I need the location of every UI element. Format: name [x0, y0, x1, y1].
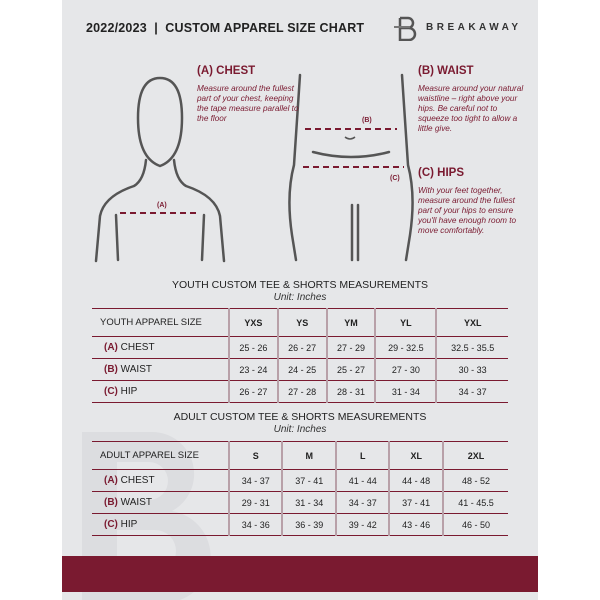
cell: 25 - 26 [229, 337, 278, 359]
row-label: CHEST [120, 342, 155, 353]
table-row [92, 470, 508, 492]
table-row [92, 359, 508, 381]
cell: 29 - 32.5 [375, 337, 436, 359]
cell: 27 - 29 [327, 337, 376, 359]
chest-marker: (A) [157, 202, 167, 209]
chest-heading: (A) CHEST [197, 65, 256, 77]
cell: 30 - 33 [436, 359, 508, 381]
row-label: WAIST [120, 364, 152, 375]
cell: 46 - 50 [443, 514, 508, 536]
row-tag: (C) [104, 519, 118, 530]
chest-description: Measure around the fullest part of your chest, keeping the tape measure parallel to the floor [197, 84, 299, 123]
table-row [92, 337, 508, 359]
size-header: YXL [436, 309, 508, 337]
brand-name: BREAKAWAY [426, 22, 522, 33]
table-header-row [92, 309, 508, 337]
cell: 48 - 52 [443, 470, 508, 492]
row-tag: (A) [104, 342, 118, 353]
hips-heading: (C) HIPS [418, 167, 464, 179]
cell: 39 - 42 [336, 514, 389, 536]
table-row [92, 381, 508, 403]
hips-description: With your feet together, measure around the fullest part of your hips to ensure you'll have enough room to move comfortably. [418, 186, 517, 235]
size-header: YXS [229, 309, 278, 337]
cell: 26 - 27 [278, 337, 327, 359]
row-tag: (A) [104, 475, 118, 486]
breakaway-logo-icon [392, 15, 418, 41]
size-header: YM [327, 309, 376, 337]
cell: 34 - 37 [436, 381, 508, 403]
cell: 37 - 41 [389, 492, 442, 514]
cell: 34 - 37 [336, 492, 389, 514]
row-tag: (B) [104, 497, 118, 508]
cell: 24 - 25 [278, 359, 327, 381]
size-header: YL [375, 309, 436, 337]
youth-header-label: YOUTH APPAREL SIZE [92, 309, 229, 337]
size-header: XL [389, 442, 442, 470]
row-tag: (C) [104, 386, 118, 397]
waist-heading: (B) WAIST [418, 65, 474, 77]
size-header: YS [278, 309, 327, 337]
cell: 31 - 34 [375, 381, 436, 403]
youth-size-table [92, 308, 508, 403]
cell: 28 - 31 [327, 381, 376, 403]
row-label: CHEST [120, 475, 155, 486]
adult-table-unit: Unit: Inches [273, 424, 327, 435]
cell: 34 - 36 [229, 514, 282, 536]
cell: 43 - 46 [389, 514, 442, 536]
waist-marker: (B) [362, 117, 372, 124]
cell: 37 - 41 [282, 470, 335, 492]
adult-header-label: ADULT APPAREL SIZE [92, 442, 229, 470]
cell: 27 - 30 [375, 359, 436, 381]
cell: 23 - 24 [229, 359, 278, 381]
cell: 25 - 27 [327, 359, 376, 381]
row-label: HIP [120, 386, 138, 397]
footer-band [62, 556, 538, 592]
table-row [92, 492, 508, 514]
table-header-row [92, 442, 508, 470]
cell: 41 - 45.5 [443, 492, 508, 514]
hips-marker: (C) [390, 175, 400, 182]
cell: 41 - 44 [336, 470, 389, 492]
cell: 36 - 39 [282, 514, 335, 536]
page-title: 2022/2023 | CUSTOM APPAREL SIZE CHART [86, 21, 365, 35]
size-header: M [282, 442, 335, 470]
size-header: L [336, 442, 389, 470]
brand-logo [392, 15, 522, 41]
cell: 34 - 37 [229, 470, 282, 492]
cell: 32.5 - 35.5 [436, 337, 508, 359]
cell: 27 - 28 [278, 381, 327, 403]
size-header: 2XL [443, 442, 508, 470]
youth-table-unit: Unit: Inches [273, 292, 327, 303]
cell: 29 - 31 [229, 492, 282, 514]
table-row [92, 514, 508, 536]
adult-size-table [92, 441, 508, 536]
cell: 31 - 34 [282, 492, 335, 514]
size-header: S [229, 442, 282, 470]
youth-table-title: YOUTH CUSTOM TEE & SHORTS MEASUREMENTS [171, 279, 429, 291]
adult-table-title: ADULT CUSTOM TEE & SHORTS MEASUREMENTS [173, 411, 427, 423]
cell: 26 - 27 [229, 381, 278, 403]
row-tag: (B) [104, 364, 118, 375]
cell: 44 - 48 [389, 470, 442, 492]
row-label: WAIST [120, 497, 152, 508]
row-label: HIP [120, 519, 138, 530]
waist-description: Measure around your natural waistline – right above your hips. Be careful not to squeeze too tight to allow a little give. [418, 84, 524, 133]
